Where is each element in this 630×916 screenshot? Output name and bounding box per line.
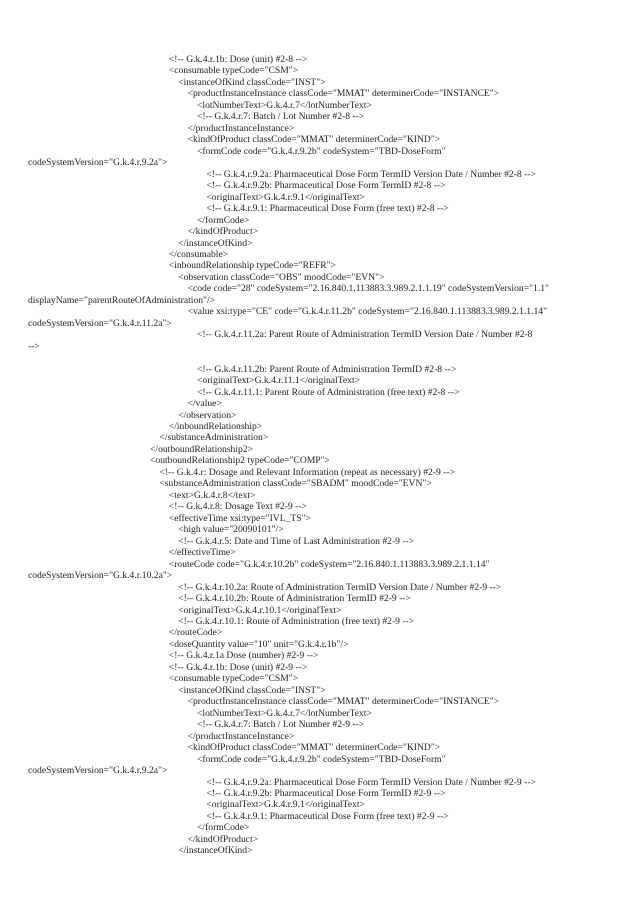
code-line: <originalText>G.k.4.r.9.1</originalText> bbox=[206, 799, 365, 811]
code-line: </kindOfProduct> bbox=[187, 833, 259, 845]
code-line: <value xsi:type="CE" code="G.k.4.r.11.2b" codeSystem="2.16.840.1.113883.3.989.2.1.1.14" bbox=[187, 306, 547, 318]
code-line: <observation classCode="OBS" moodCode="EVN"> bbox=[178, 271, 385, 283]
code-line: </productInstanceInstance> bbox=[187, 122, 295, 134]
code-line: <!-- G.k.4.r.9.2b: Pharmaceutical Dose Form TermID #2-9 --> bbox=[206, 788, 446, 799]
code-line: <!-- G.k.4.r.7: Batch / Lot Number #2-8 --> bbox=[197, 111, 365, 123]
code-line: </effectiveTime> bbox=[168, 547, 236, 559]
code-line: <originalText>G.k.4.r.10.1</originalText> bbox=[178, 604, 342, 616]
code-line: <code code="28" codeSystem="2.16.840.1.113883.3.989.2.1.1.19" codeSystemVersion="1.1" bbox=[187, 283, 549, 295]
code-line: <!-- G.k.4.r.5: Date and Time of Last Administration #2-9 --> bbox=[178, 535, 415, 547]
code-line: <instanceOfKind classCode="INST"> bbox=[178, 76, 326, 88]
code-line: <!-- G.k.4.r.11.2b: Parent Route of Administration TermID #2-8 --> bbox=[197, 363, 457, 375]
code-line: codeSystemVersion="G.k.4.r.10.2a"> bbox=[28, 570, 173, 582]
code-line: <formCode code="G.k.4.r.9.2b" codeSystem="TBD-DoseForm" bbox=[197, 753, 446, 765]
code-line bbox=[0, 352, 630, 363]
code-line: <kindOfProduct classCode="MMAT" determinerCode="KIND"> bbox=[187, 742, 441, 754]
code-line: </observation> bbox=[178, 409, 237, 421]
code-line: <doseQuantity value="10" unit="G.k.4.r.1b"/> bbox=[168, 638, 349, 650]
xml-code-listing bbox=[0, 54, 630, 857]
code-line: <outboundRelationship2 typeCode="COMP"> bbox=[150, 455, 330, 467]
code-line: <!-- G.k.4.r.9.2a: Pharmaceutical Dose Form TermID Version Date / Number #2-8 --> bbox=[206, 168, 536, 180]
code-line: <productInstanceInstance classCode="MMAT" determinerCode="INSTANCE"> bbox=[187, 696, 500, 708]
code-line: </consumable> bbox=[168, 248, 229, 260]
code-line: </routeCode> bbox=[168, 627, 223, 639]
code-line: <!-- G.k.4.r.9.2b: Pharmaceutical Dose Form TermID #2-8 --> bbox=[206, 180, 446, 192]
code-line: </instanceOfKind> bbox=[178, 237, 253, 249]
code-line: </value> bbox=[187, 398, 222, 410]
code-line: <productInstanceInstance classCode="MMAT" determinerCode="INSTANCE"> bbox=[187, 88, 500, 100]
code-line: <!-- G.k.4.r.9.2a: Pharmaceutical Dose Form TermID Version Date / Number #2-9 --> bbox=[206, 776, 536, 788]
code-line: <!-- G.k.4.r.10.2b: Route of Administration TermID #2-9 --> bbox=[178, 593, 411, 605]
code-line: <inboundRelationship typeCode="REFR"> bbox=[168, 260, 336, 272]
code-line: <!-- G.k.4.r.7: Batch / Lot Number #2-9 --> bbox=[197, 719, 365, 731]
code-line: <!-- G.k.4.r.9.1: Pharmaceutical Dose Form (free text) #2-8 --> bbox=[206, 203, 449, 215]
code-line: </instanceOfKind> bbox=[178, 845, 253, 857]
code-line: <substanceAdministration classCode="SBADM" moodCode="EVN"> bbox=[159, 478, 432, 490]
code-line: <!-- G.k.4.r.10.1: Route of Administration (free text) #2-9 --> bbox=[178, 615, 415, 627]
code-line: <high value="20090101"/> bbox=[178, 524, 284, 536]
code-line: displayName="parentRouteOfAdministration"/> bbox=[28, 294, 216, 306]
code-line: </formCode> bbox=[197, 822, 250, 834]
code-line: <!-- G.k.4.r: Dosage and Relevant Information (repeat as necessary) #2-9 --> bbox=[159, 466, 455, 478]
code-line: </productInstanceInstance> bbox=[187, 730, 295, 742]
code-line: <!-- G.k.4.r.9.1: Pharmaceutical Dose Form (free text) #2-9 --> bbox=[206, 810, 449, 822]
code-line: <routeCode code="G.k.4.r.10.2b" codeSystem="2.16.840.1.113883.3.989.2.1.1.14" bbox=[168, 558, 490, 570]
code-line: codeSystemVersion="G.k.4.r.9.2a"> bbox=[28, 765, 168, 777]
code-line: </outboundRelationship2> bbox=[150, 443, 254, 455]
code-line: --> bbox=[28, 340, 40, 352]
code-line: codeSystemVersion="G.k.4.r.9.2a"> bbox=[28, 157, 168, 169]
code-line: </substanceAdministration> bbox=[159, 432, 269, 444]
code-line: <consumable typeCode="CSM"> bbox=[168, 673, 299, 685]
code-line: <effectiveTime xsi:type="IVL_TS"> bbox=[168, 512, 311, 524]
code-line: </formCode> bbox=[197, 214, 250, 226]
code-line: <text>G.k.4.r.8</text> bbox=[168, 489, 256, 501]
code-line: <instanceOfKind classCode="INST"> bbox=[178, 684, 326, 696]
code-line: codeSystemVersion="G.k.4.r.11.2a"> bbox=[28, 317, 172, 329]
code-line: <!-- G.k.4.r.11.2a: Parent Route of Administration TermID Version Date / Number #2-8 bbox=[197, 329, 533, 341]
code-line: <!-- G.k.4.r.1b: Dose (unit) #2-8 --> bbox=[168, 54, 308, 65]
code-line: </inboundRelationship> bbox=[168, 421, 263, 432]
code-line: <!-- G.k.4.r.8: Dosage Text #2-9 --> bbox=[168, 501, 307, 513]
code-line: <originalText>G.k.4.r.11.1</originalText> bbox=[197, 375, 361, 387]
code-line: <originalText>G.k.4.r.9.1</originalText> bbox=[206, 191, 365, 203]
code-line: <!-- G.k.4.r.1a Dose (number) #2-9 --> bbox=[168, 650, 319, 662]
code-line: <!-- G.k.4.r.10.2a: Route of Administration TermID Version Date / Number #2-9 --> bbox=[178, 581, 502, 593]
code-line: <lotNumberText>G.k.4.r.7</lotNumberText> bbox=[197, 707, 372, 719]
code-line: </kindOfProduct> bbox=[187, 226, 259, 238]
code-line: <formCode code="G.k.4.r.9.2b" codeSystem="TBD-DoseForm" bbox=[197, 145, 446, 157]
code-line: <!-- G.k.4.r.1b: Dose (unit) #2-9 --> bbox=[168, 661, 308, 673]
code-line: <lotNumberText>G.k.4.r.7</lotNumberText> bbox=[197, 99, 372, 111]
code-line: <kindOfProduct classCode="MMAT" determinerCode="KIND"> bbox=[187, 134, 441, 146]
code-line: <!-- G.k.4.r.11.1: Parent Route of Administration (free text) #2-8 --> bbox=[197, 386, 460, 398]
code-line: <consumable typeCode="CSM"> bbox=[168, 65, 299, 77]
